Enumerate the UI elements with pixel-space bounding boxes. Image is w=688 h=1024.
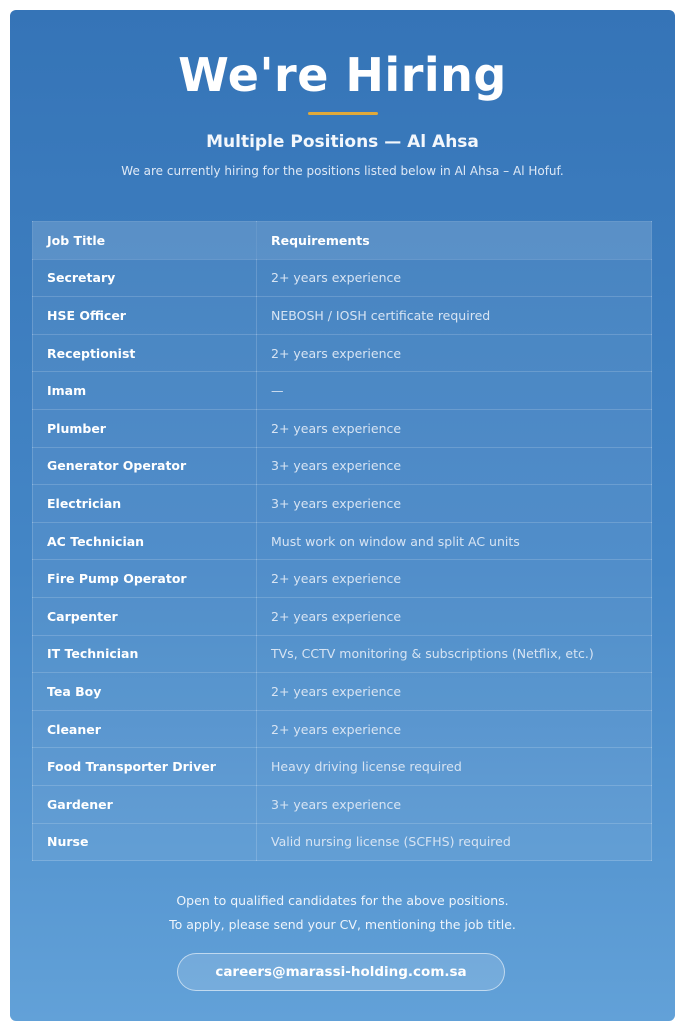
job-title-cell: Nurse bbox=[33, 823, 257, 861]
footer-note: Open to qualified candidates for the above positions. bbox=[176, 893, 509, 908]
apply-instructions: To apply, please send your CV, mentioning the job title. bbox=[169, 917, 516, 932]
job-title-cell: Gardener bbox=[33, 785, 257, 823]
job-title-cell: Fire Pump Operator bbox=[33, 560, 257, 598]
table-row bbox=[33, 748, 652, 786]
requirement-cell: Valid nursing license (SCFHS) required bbox=[257, 823, 652, 861]
requirement-cell: 3+ years experience bbox=[257, 485, 652, 523]
title-divider bbox=[308, 112, 378, 115]
table-row bbox=[33, 823, 652, 861]
job-title-cell: Secretary bbox=[33, 259, 257, 297]
job-title-cell: HSE Officer bbox=[33, 297, 257, 335]
table-row bbox=[33, 297, 652, 335]
table-row bbox=[33, 522, 652, 560]
hiring-card bbox=[10, 10, 675, 1021]
requirement-cell: — bbox=[257, 372, 652, 410]
requirement-cell: Must work on window and split AC units bbox=[257, 522, 652, 560]
requirement-cell: 2+ years experience bbox=[257, 560, 652, 598]
requirement-cell: Heavy driving license required bbox=[257, 748, 652, 786]
intro-text: We are currently hiring for the positions listed below in Al Ahsa – Al Hofuf. bbox=[121, 164, 564, 178]
requirement-cell: 3+ years experience bbox=[257, 785, 652, 823]
requirement-cell: NEBOSH / IOSH certificate required bbox=[257, 297, 652, 335]
table-row bbox=[33, 372, 652, 410]
table-row bbox=[33, 710, 652, 748]
job-title-cell: Food Transporter Driver bbox=[33, 748, 257, 786]
page-title: We're Hiring bbox=[178, 48, 507, 102]
job-title-cell: Tea Boy bbox=[33, 673, 257, 711]
table-row bbox=[33, 334, 652, 372]
table-row bbox=[33, 409, 652, 447]
requirement-cell: 3+ years experience bbox=[257, 447, 652, 485]
requirement-cell: 2+ years experience bbox=[257, 259, 652, 297]
column-header-requirements: Requirements bbox=[257, 222, 652, 260]
table-body bbox=[33, 259, 652, 861]
job-title-cell: Receptionist bbox=[33, 334, 257, 372]
requirement-cell: 2+ years experience bbox=[257, 334, 652, 372]
column-header-job-title: Job Title bbox=[33, 222, 257, 260]
requirement-cell: 2+ years experience bbox=[257, 710, 652, 748]
email-contact-button[interactable]: careers@marassi-holding.com.sa bbox=[177, 953, 505, 991]
job-title-cell: Electrician bbox=[33, 485, 257, 523]
job-title-cell: Carpenter bbox=[33, 597, 257, 635]
job-title-cell: Generator Operator bbox=[33, 447, 257, 485]
page-subtitle: Multiple Positions — Al Ahsa bbox=[206, 132, 479, 152]
requirement-cell: 2+ years experience bbox=[257, 409, 652, 447]
positions-table bbox=[32, 221, 652, 861]
requirement-cell: 2+ years experience bbox=[257, 673, 652, 711]
table-row bbox=[33, 785, 652, 823]
job-title-cell: IT Technician bbox=[33, 635, 257, 673]
table-row bbox=[33, 597, 652, 635]
table-row bbox=[33, 635, 652, 673]
table-row bbox=[33, 485, 652, 523]
requirement-cell: 2+ years experience bbox=[257, 597, 652, 635]
table-row bbox=[33, 673, 652, 711]
job-title-cell: Plumber bbox=[33, 409, 257, 447]
table-header-row bbox=[33, 222, 652, 260]
table-row bbox=[33, 560, 652, 598]
table-row bbox=[33, 447, 652, 485]
job-title-cell: AC Technician bbox=[33, 522, 257, 560]
table-row bbox=[33, 259, 652, 297]
job-title-cell: Cleaner bbox=[33, 710, 257, 748]
job-title-cell: Imam bbox=[33, 372, 257, 410]
requirement-cell: TVs, CCTV monitoring & subscriptions (Netflix, etc.) bbox=[257, 635, 652, 673]
